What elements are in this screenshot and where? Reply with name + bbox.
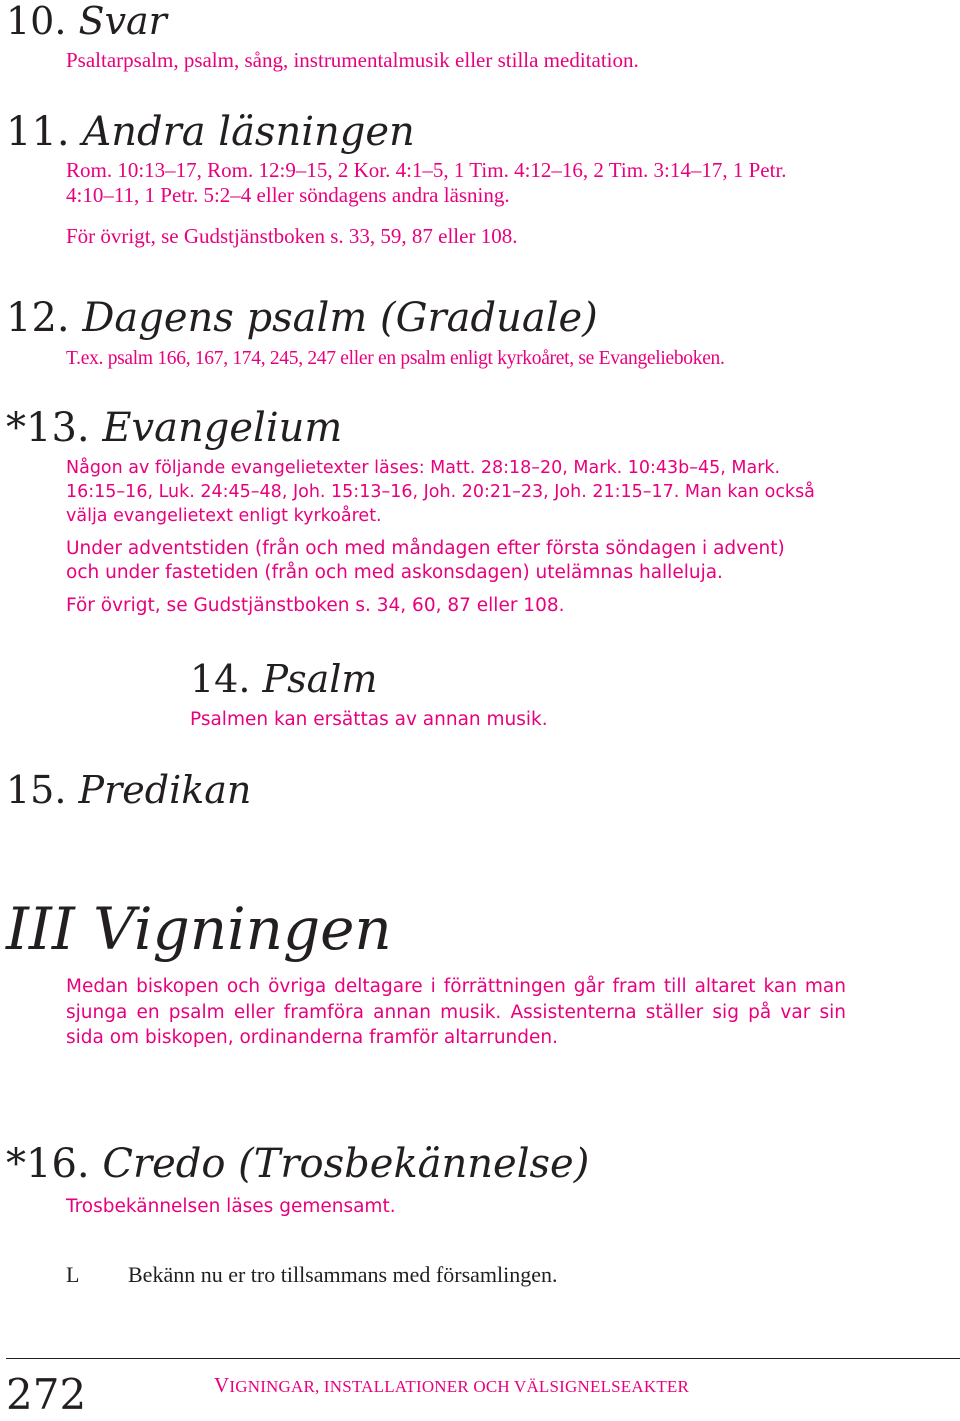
section-16-heading — [6, 1141, 590, 1187]
section-11-line-3: För övrigt, se Gudstjänstboken s. 33, 59, 87 eller 108. — [66, 224, 518, 248]
footer-rule — [6, 1358, 960, 1359]
section-12-title: Dagens psalm (Graduale) — [82, 295, 598, 341]
section-15-heading — [6, 768, 252, 812]
section-13-line-1: Någon av följande evangelietexter läses: Matt. 28:18–20, Mark. 10:43b–45, Mark. — [66, 458, 781, 478]
section-11-heading — [6, 109, 415, 155]
section-10-heading — [6, 0, 167, 43]
section-11-title: Andra läsningen — [82, 109, 415, 155]
section-14-text: Psalmen kan ersättas av annan musik. — [190, 709, 548, 730]
section-16-number: *16. — [6, 1141, 90, 1187]
section-10-text: Psaltarpsalm, psalm, sång, instrumentalmusik eller stilla meditation. — [66, 48, 639, 72]
section-13-title: Evangelium — [102, 405, 343, 451]
section-11-line-2: 4:10–11, 1 Petr. 5:2–4 eller söndagens andra läsning. — [66, 183, 510, 207]
section-10-title: Svar — [78, 0, 167, 43]
liturgy-line: Bekänn nu er tro tillsammans med församlingen. — [128, 1262, 558, 1287]
section-13-line-4: Under adventstiden (från och med måndagen efter första söndagen i advent) — [66, 538, 785, 559]
section-13-line-5: och under fastetiden (från och med askonsdagen) utelämnas halleluja. — [66, 562, 723, 583]
footer-title-initial: V — [214, 1373, 230, 1397]
section-12-text: T.ex. psalm 166, 167, 174, 245, 247 eller en psalm enligt kyrkoåret, se Evangelieboken. — [66, 348, 725, 369]
section-16-title: Credo (Trosbekännelse) — [102, 1141, 590, 1187]
section-13-line-6: För övrigt, se Gudstjänstboken s. 34, 60, 87 eller 108. — [66, 595, 565, 616]
running-footer-title — [214, 1373, 689, 1398]
section-14-number: 14. — [190, 657, 251, 701]
section-12-heading — [6, 295, 598, 341]
section-15-title: Predikan — [78, 768, 252, 812]
section-13-number: *13. — [6, 405, 90, 451]
section-14-title: Psalm — [262, 657, 378, 701]
section-12-number: 12. — [6, 295, 70, 341]
footer-title-rest: IGNINGAR, INSTALLATIONER OCH VÄLSIGNELSEAKTER — [229, 1377, 690, 1396]
part-3-text: Medan biskopen och övriga deltagare i förrättningen går fram till altaret kan man sjunga en psalm eller framföra annan musik. Assistenterna ställer sig på var sin sida om biskopen, ordinanderna framför altarrunden. — [66, 976, 846, 1048]
section-11-line-1: Rom. 10:13–17, Rom. 12:9–15, 2 Kor. 4:1–5, 1 Tim. 4:12–16, 2 Tim. 3:14–17, 1 Petr. — [66, 158, 787, 182]
section-13-line-2: 16:15–16, Luk. 24:45–48, Joh. 15:13–16, Joh. 20:21–23, Joh. 21:15–17. Man kan också — [66, 482, 815, 502]
section-13-line-3: välja evangelietext enligt kyrkoåret. — [66, 506, 382, 526]
part-3-title: III Vigningen — [6, 895, 392, 963]
section-11-number: 11. — [6, 109, 70, 155]
section-14-heading — [190, 657, 378, 701]
page-number: 272 — [6, 1370, 87, 1419]
section-10-number: 10. — [6, 0, 67, 43]
liturgy-role-label: L — [66, 1262, 80, 1287]
section-16-text: Trosbekännelsen läses gemensamt. — [66, 1196, 396, 1217]
section-13-heading — [6, 405, 343, 451]
section-15-number: 15. — [6, 768, 67, 812]
